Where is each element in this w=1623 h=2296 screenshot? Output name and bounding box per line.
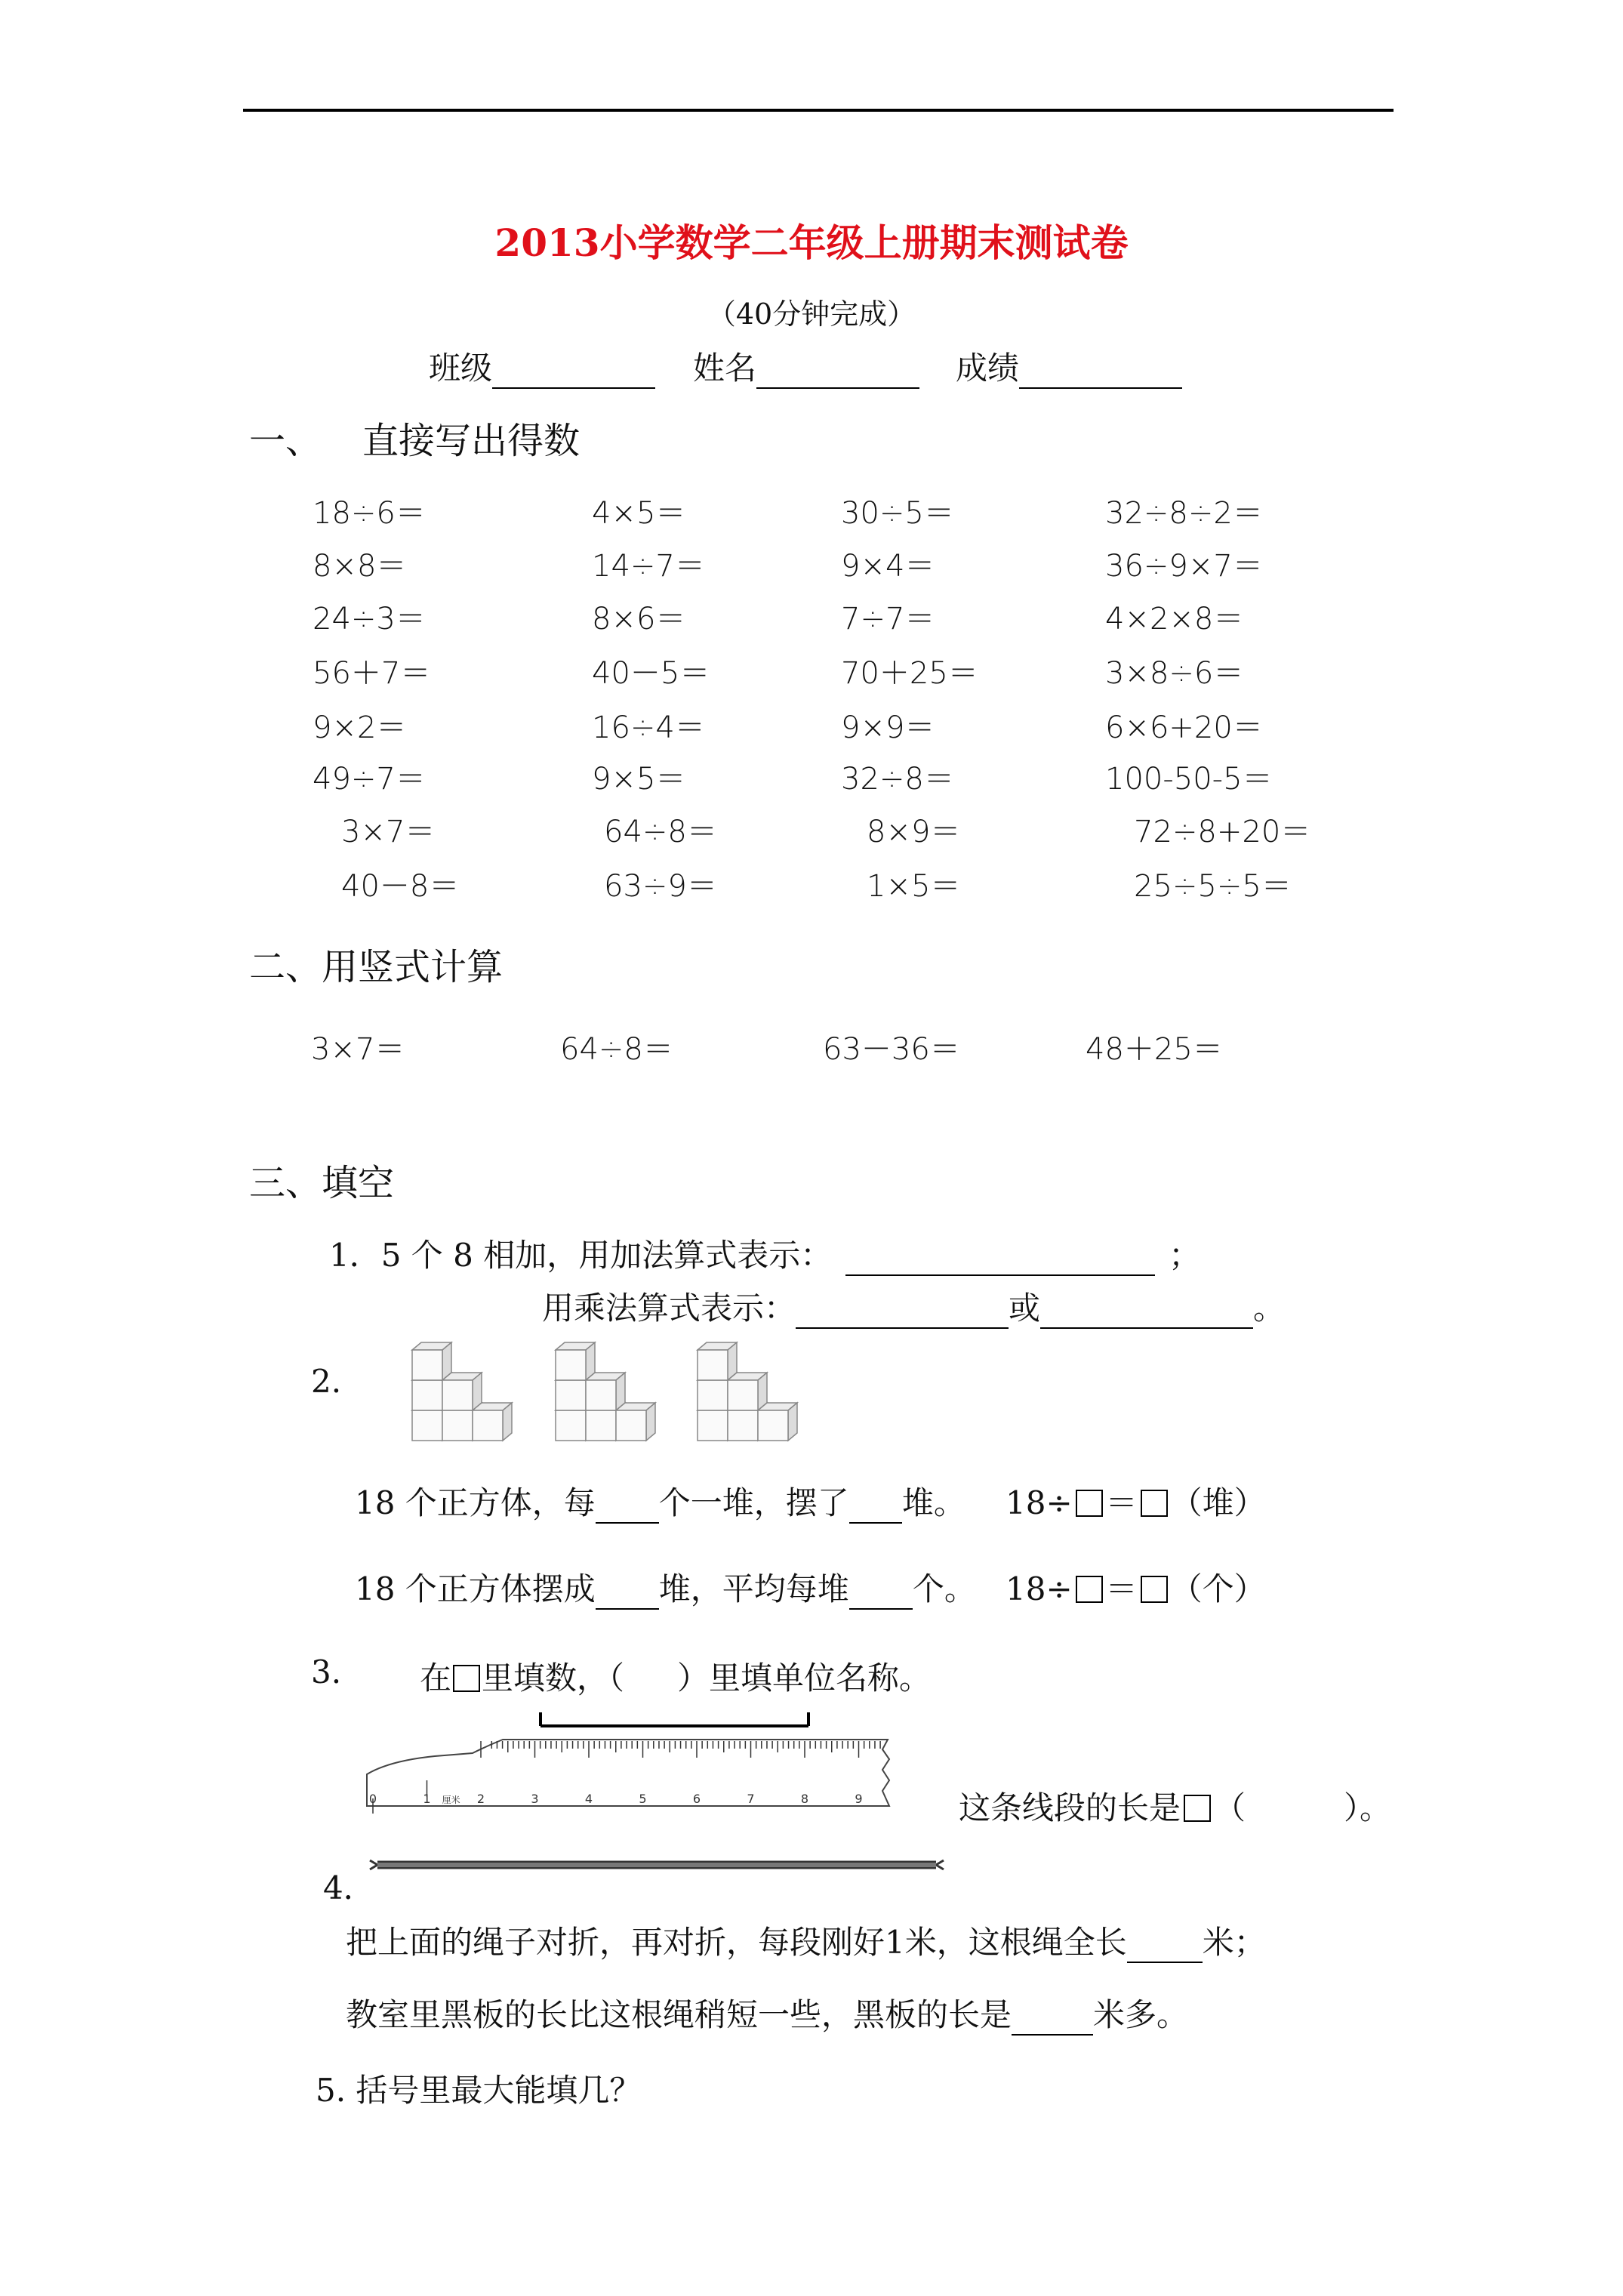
mental-math-item: 40－5＝: [592, 656, 710, 691]
q3-number: 3.: [311, 1653, 342, 1690]
q1-semicolon: ；: [1169, 1237, 1201, 1274]
mental-math-item: 72÷8+20＝: [1134, 815, 1311, 849]
mental-math-item: 4×2×8＝: [1105, 602, 1244, 636]
q3-instruction: [420, 1653, 931, 1699]
q3-instr-a: 在: [420, 1660, 452, 1697]
mental-math-item: 25÷5÷5＝: [1134, 869, 1292, 904]
q2-s2-text-a: 18 个正方体摆成: [355, 1570, 596, 1607]
q2-per-pile-blank[interactable]: [596, 1489, 659, 1524]
q3-instr-c: ）里填单位名称。: [677, 1660, 932, 1697]
ruler-label: 7: [747, 1792, 755, 1806]
class-label: 班级: [429, 350, 493, 387]
q2-sentence-1: [355, 1478, 965, 1524]
ruler-label: 4: [584, 1792, 593, 1806]
mental-math-item: 24÷3＝: [313, 602, 426, 636]
mental-math-item: 3×8÷6＝: [1105, 656, 1244, 691]
mental-math-item: 14÷7＝: [592, 549, 705, 584]
q5-text: 5. 括号里最大能填几？: [316, 2072, 642, 2109]
rope-figure: [365, 1854, 948, 1875]
cube: [728, 1410, 758, 1441]
q1-multiply-blank-1[interactable]: [796, 1294, 1009, 1329]
q4-line-2: [346, 1990, 1188, 2036]
q1-period: 。: [1253, 1290, 1286, 1327]
name-label: 姓名: [693, 350, 757, 387]
q2-equation-1: [1006, 1478, 1266, 1524]
cube: [586, 1410, 616, 1441]
mental-math-item: 3×7＝: [341, 815, 436, 849]
vertical-calc-item: 3×7＝: [311, 1032, 405, 1067]
mental-math-item: 7÷7＝: [841, 602, 935, 636]
ruler-label: 8: [800, 1792, 809, 1806]
ruler-label: 2: [476, 1792, 485, 1806]
mental-math-item: 49÷7＝: [313, 762, 426, 797]
cube: [758, 1410, 788, 1441]
q2-eq1-divisor-box[interactable]: [1076, 1490, 1103, 1517]
q2-eq2-divisor-box[interactable]: [1076, 1576, 1103, 1603]
mental-math-item: 18÷6＝: [313, 496, 426, 531]
name-blank[interactable]: [756, 357, 919, 389]
q2-s1-text-a: 18 个正方体，每: [355, 1484, 596, 1521]
q4-line-1: [346, 1918, 1266, 1963]
q2-eq1-equals: ＝: [1105, 1484, 1138, 1521]
header-rule: [243, 109, 1394, 112]
q2-eq2-unit: （个）: [1170, 1570, 1266, 1607]
class-blank[interactable]: [492, 357, 655, 389]
mental-math-item: 16÷4＝: [592, 710, 705, 745]
q2-piles-blank[interactable]: [849, 1489, 902, 1524]
q1-prompt: 1．5 个 8 相加，用加法算式表示：: [329, 1237, 833, 1274]
vertical-calc-item: 64÷8＝: [560, 1032, 673, 1067]
page-title: 2013小学数学二年级上册期末测试卷: [494, 220, 1129, 265]
q2-number: 2.: [311, 1363, 342, 1400]
mental-math-item: 6×6+20＝: [1105, 710, 1263, 745]
ruler-label: 1: [423, 1792, 431, 1806]
q3-unit-open: （: [1214, 1789, 1246, 1826]
q2-eq2-equals: ＝: [1105, 1570, 1138, 1607]
q4-number: 4．: [323, 1869, 375, 1906]
q2-eq2-result-box[interactable]: [1141, 1576, 1168, 1603]
section-2-heading: 二、用竖式计算: [249, 946, 504, 988]
ruler-label: 5: [639, 1792, 647, 1806]
q2-eq2-dividend: 18÷: [1006, 1570, 1073, 1607]
ruler-label: 9: [855, 1792, 863, 1806]
section-1-heading: 直接写出得数: [362, 420, 581, 462]
section-1-number: 一、: [249, 420, 322, 462]
cube: [556, 1380, 586, 1410]
cube: [412, 1350, 442, 1380]
q4-line1-end: 米；: [1202, 1924, 1266, 1961]
page-subtitle: （40分钟完成）: [707, 297, 916, 331]
q1-addition-blank[interactable]: [845, 1241, 1155, 1276]
cube-stacks-figure: [408, 1335, 830, 1448]
mental-math-item: 9×4＝: [841, 549, 935, 584]
q2-eq1-unit: （堆）: [1170, 1484, 1266, 1521]
mental-math-item: 9×5＝: [592, 762, 686, 797]
score-blank[interactable]: [1019, 357, 1182, 389]
mental-math-item: 40－8＝: [341, 869, 460, 904]
q4-line2-end: 米多。: [1093, 1996, 1189, 2033]
cube: [412, 1410, 442, 1441]
mental-math-item: 32÷8＝: [841, 762, 954, 797]
mental-math-item: 30÷5＝: [841, 496, 954, 531]
name-field: [693, 344, 919, 389]
q3-answer-text: 这条线段的长是: [959, 1789, 1181, 1826]
vertical-calc-item: 63－36＝: [823, 1032, 960, 1067]
q2-eq1-dividend: 18÷: [1006, 1484, 1073, 1521]
cube: [473, 1410, 503, 1441]
q2-s1-text-c: 堆。: [901, 1484, 965, 1521]
q3-instr-b: 里填数，（: [482, 1660, 625, 1697]
q3-answer: [959, 1783, 1391, 1829]
mental-math-item: 70＋25＝: [841, 656, 978, 691]
mental-math-item: 56＋7＝: [313, 656, 431, 691]
ruler-label: 6: [692, 1792, 701, 1806]
q2-pile-count-blank[interactable]: [596, 1575, 659, 1610]
class-field: [429, 344, 655, 389]
cube: [442, 1410, 473, 1441]
q3-length-box[interactable]: [1184, 1795, 1211, 1822]
score-label: 成绩: [956, 350, 1020, 387]
mental-math-item: 8×9＝: [867, 815, 961, 849]
cube: [412, 1380, 442, 1410]
cube: [556, 1350, 586, 1380]
q2-equation-2: [1006, 1564, 1266, 1610]
cube: [442, 1380, 473, 1410]
q1-line-1: [329, 1231, 1200, 1276]
q1-or: 或: [1009, 1290, 1041, 1327]
q3-unit-close: ）。: [1344, 1789, 1392, 1826]
ruler-label: 0: [368, 1792, 377, 1806]
q4-length-blank[interactable]: [1127, 1928, 1203, 1963]
cube: [556, 1410, 586, 1441]
cube: [698, 1350, 728, 1380]
ruler-figure: [359, 1708, 897, 1814]
q2-sentence-2: [355, 1564, 976, 1610]
mental-math-item: 36÷9×7＝: [1105, 549, 1263, 584]
q2-each-pile-blank[interactable]: [849, 1575, 913, 1610]
mental-math-item: 32÷8÷2＝: [1105, 496, 1263, 531]
mental-math-item: 100-50-5＝: [1105, 762, 1273, 797]
q4-line2-text: 教室里黑板的长比这根绳稍短一些，黑板的长是: [346, 1996, 1012, 2033]
q1-line-2: [542, 1284, 1285, 1329]
cube: [586, 1380, 616, 1410]
q4-blackboard-blank[interactable]: [1012, 2001, 1093, 2036]
vertical-calc-item: 48＋25＝: [1086, 1032, 1223, 1067]
mental-math-item: 63÷9＝: [604, 869, 717, 904]
cube: [728, 1380, 758, 1410]
mental-math-item: 8×6＝: [592, 602, 686, 636]
q1-multiply-blank-2[interactable]: [1040, 1294, 1253, 1329]
mental-math-item: 1×5＝: [867, 869, 961, 904]
mental-math-item: 4×5＝: [592, 496, 686, 531]
q3-instr-box-icon: [453, 1665, 480, 1692]
ruler-label: 3: [531, 1792, 539, 1806]
q2-eq1-result-box[interactable]: [1141, 1490, 1168, 1517]
mental-math-item: 8×8＝: [313, 549, 407, 584]
mental-math-item: 64÷8＝: [604, 815, 717, 849]
line-segment: [540, 1712, 808, 1726]
score-field: [956, 344, 1182, 389]
q2-s1-text-b: 个一堆，摆了: [658, 1484, 849, 1521]
mental-math-item: 9×9＝: [841, 710, 935, 745]
section-3-heading: 三、填空: [249, 1162, 395, 1204]
cube: [698, 1380, 728, 1410]
q1-multiply-prompt: 用乘法算式表示：: [542, 1290, 796, 1327]
cube: [616, 1410, 646, 1441]
cube: [698, 1410, 728, 1441]
q4-line1-text: 把上面的绳子对折，再对折，每段刚好1米，这根绳全长: [346, 1924, 1127, 1961]
q2-s2-text-b: 堆，平均每堆: [658, 1570, 849, 1607]
q2-s2-text-c: 个。: [912, 1570, 976, 1607]
ruler-label: 厘米: [442, 1795, 460, 1805]
mental-math-item: 9×2＝: [313, 710, 407, 745]
